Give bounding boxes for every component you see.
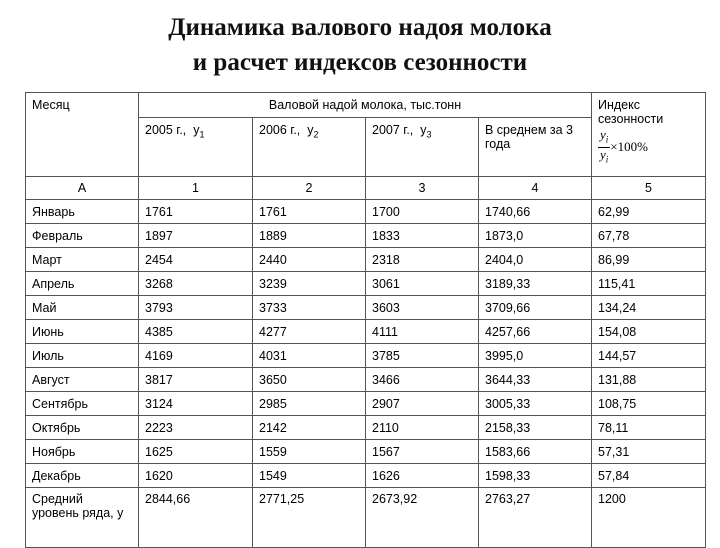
header-2007-sub: 3 (426, 129, 432, 140)
cell-value: 86,99 (592, 248, 706, 272)
header-month: Месяц (26, 93, 139, 177)
cell-value: 4111 (366, 320, 479, 344)
cell-value: 1897 (139, 224, 253, 248)
header-2007-label: 2007 г., (372, 123, 414, 137)
cell-value: 1761 (139, 200, 253, 224)
cell-value: 57,84 (592, 464, 706, 488)
cell-value: 2110 (366, 416, 479, 440)
cell-value: 67,78 (592, 224, 706, 248)
cell-value: 78,11 (592, 416, 706, 440)
cell-value: 3189,33 (479, 272, 592, 296)
seasonality-formula (598, 128, 699, 166)
table-row (26, 224, 706, 248)
cell-value: 3603 (366, 296, 479, 320)
cell-value: 4277 (253, 320, 366, 344)
cell-month: Сентябрь (26, 392, 139, 416)
header-2005-var: y (193, 123, 200, 137)
title-line-1: Динамика валового надоя молока (168, 14, 552, 41)
index-cell: 2 (253, 177, 366, 200)
cell-value: 3061 (366, 272, 479, 296)
table-row (26, 320, 706, 344)
cell-value: 1583,66 (479, 440, 592, 464)
cell-value: 4385 (139, 320, 253, 344)
cell-value: 3733 (253, 296, 366, 320)
cell-value: 2907 (366, 392, 479, 416)
cell-value: 2158,33 (479, 416, 592, 440)
table-body (26, 200, 706, 488)
table-row (26, 248, 706, 272)
cell-value: 2985 (253, 392, 366, 416)
cell-value: 2223 (139, 416, 253, 440)
table-row (26, 296, 706, 320)
cell-value: 4169 (139, 344, 253, 368)
formula-denominator: y (600, 146, 606, 162)
cell-value: 3005,33 (479, 392, 592, 416)
cell-value: 57,31 (592, 440, 706, 464)
cell-month: Ноябрь (26, 440, 139, 464)
cell-value: 3793 (139, 296, 253, 320)
page-title (0, 10, 720, 80)
cell-value: 2844,66 (139, 488, 253, 548)
cell-value: 3817 (139, 368, 253, 392)
table-row (26, 416, 706, 440)
cell-value: 134,24 (592, 296, 706, 320)
cell-value: 2454 (139, 248, 253, 272)
header-seasonality-index (592, 93, 706, 177)
formula-fraction (598, 128, 610, 166)
cell-value: 1833 (366, 224, 479, 248)
cell-value: 115,41 (592, 272, 706, 296)
cell-value: 108,75 (592, 392, 706, 416)
formula-numerator: y (600, 127, 606, 142)
cell-value: 2771,25 (253, 488, 366, 548)
cell-value: 1700 (366, 200, 479, 224)
header-2006-sub: 2 (313, 129, 319, 140)
cell-value: 1559 (253, 440, 366, 464)
cell-value: 4257,66 (479, 320, 592, 344)
cell-value: 1873,0 (479, 224, 592, 248)
cell-value: 3785 (366, 344, 479, 368)
table-row (26, 392, 706, 416)
cell-month: Средний уровень ряда, у (26, 488, 139, 548)
index-cell: 5 (592, 177, 706, 200)
table-row (26, 464, 706, 488)
cell-value: 144,57 (592, 344, 706, 368)
title-line-2: и расчет индексов сезонности (192, 49, 528, 76)
cell-value: 3644,33 (479, 368, 592, 392)
header-2005 (139, 118, 253, 177)
formula-multiplier: ×100% (610, 139, 648, 155)
cell-value: 1200 (592, 488, 706, 548)
table-row (26, 368, 706, 392)
table-row (26, 344, 706, 368)
cell-value: 1889 (253, 224, 366, 248)
milk-yield-table (25, 92, 706, 548)
cell-value: 2318 (366, 248, 479, 272)
formula-denominator-sub: i (605, 154, 609, 165)
index-cell: 4 (479, 177, 592, 200)
table-row (26, 440, 706, 464)
formula-numerator-sub: i (605, 134, 609, 145)
cell-value: 4031 (253, 344, 366, 368)
cell-value: 1620 (139, 464, 253, 488)
header-2007-var: y (420, 123, 427, 137)
cell-value: 2404,0 (479, 248, 592, 272)
cell-value: 3709,66 (479, 296, 592, 320)
cell-value: 3268 (139, 272, 253, 296)
cell-value: 2142 (253, 416, 366, 440)
cell-value: 3995,0 (479, 344, 592, 368)
cell-month: Май (26, 296, 139, 320)
index-cell: А (26, 177, 139, 200)
cell-value: 3466 (366, 368, 479, 392)
cell-value: 2763,27 (479, 488, 592, 548)
header-average-3-years: В среднем за 3 года (479, 118, 592, 177)
header-milk-yield-group: Валовой надой молока, тыс.тонн (139, 93, 592, 118)
cell-value: 3239 (253, 272, 366, 296)
cell-value: 3124 (139, 392, 253, 416)
cell-value: 1761 (253, 200, 366, 224)
cell-value: 1740,66 (479, 200, 592, 224)
cell-month: Июль (26, 344, 139, 368)
cell-value: 131,88 (592, 368, 706, 392)
table-row-average (26, 488, 706, 548)
header-2006 (253, 118, 366, 177)
column-index-row (26, 177, 706, 200)
cell-month: Декабрь (26, 464, 139, 488)
cell-month: Апрель (26, 272, 139, 296)
cell-month: Июнь (26, 320, 139, 344)
cell-value: 1626 (366, 464, 479, 488)
cell-value: 1549 (253, 464, 366, 488)
cell-month: Март (26, 248, 139, 272)
cell-value: 1598,33 (479, 464, 592, 488)
cell-value: 62,99 (592, 200, 706, 224)
header-2005-label: 2005 г., (145, 123, 187, 137)
cell-value: 2440 (253, 248, 366, 272)
index-cell: 3 (366, 177, 479, 200)
header-2007 (366, 118, 479, 177)
cell-value: 3650 (253, 368, 366, 392)
header-2005-sub: 1 (199, 129, 205, 140)
cell-month: Февраль (26, 224, 139, 248)
header-2006-var: y (307, 123, 314, 137)
table-row (26, 200, 706, 224)
header-2006-label: 2006 г., (259, 123, 301, 137)
cell-value: 1567 (366, 440, 479, 464)
header-seasonality-index-label: Индекс сезонности (598, 98, 664, 126)
cell-value: 2673,92 (366, 488, 479, 548)
table-row (26, 272, 706, 296)
index-cell: 1 (139, 177, 253, 200)
cell-value: 1625 (139, 440, 253, 464)
cell-month: Октябрь (26, 416, 139, 440)
cell-month: Январь (26, 200, 139, 224)
cell-value: 154,08 (592, 320, 706, 344)
cell-month: Август (26, 368, 139, 392)
